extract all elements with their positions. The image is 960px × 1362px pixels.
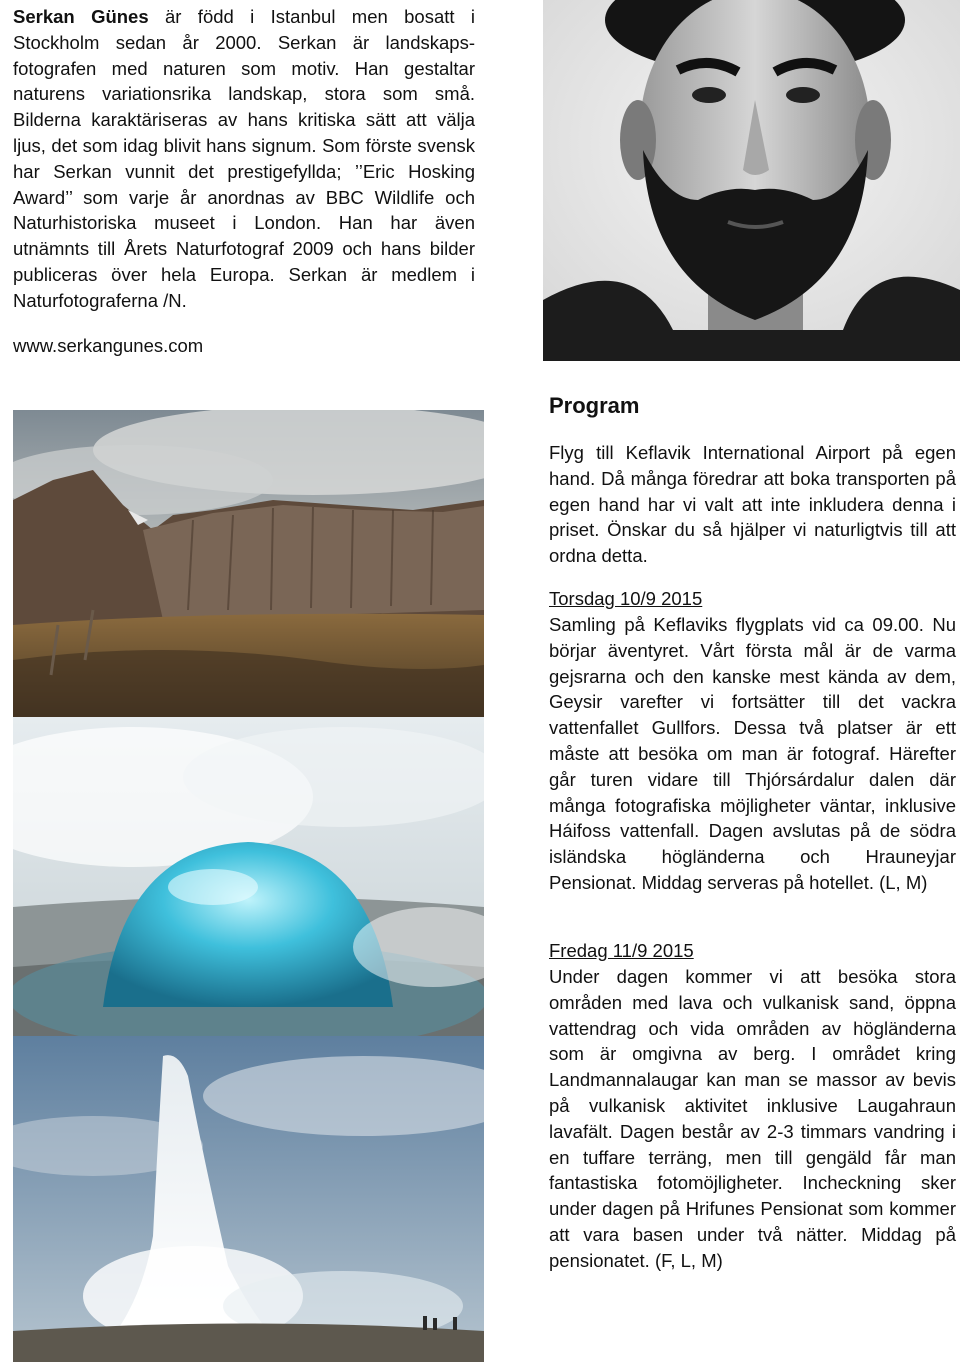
day-heading-friday: Fredag 11/9 2015 [549, 940, 694, 961]
bio-text: är född i Istanbul men bosatt i Stockholm sedan år 2000. Serkan är landskaps-fotografen med naturen som motiv. Han gestaltar naturens variationsrika landskap, stora som små. Bilderna karaktäriseras av hans kritiska sätt att välja ljus, det som idag blivit hans signum. Som förste svensk har Serkan vunnit det prestigefyllda; ’’Eric Hosking Award’’ som varje år anordnas av BBC Wildlife och Naturhistoriska museet i London. Han har även utnämnts till Årets Naturfotograf 2009 och hans bilder publiceras över hela Europa. Serkan är medlem i Naturfotograferna /N. [13, 6, 475, 311]
geyser-bubble-photo [13, 717, 484, 1046]
geyser-eruption-photo [13, 1036, 484, 1362]
program-intro: Flyg till Keflavik International Airport på egen hand. Då många föredrar att boka transporten på egen hand har vi valt att inte inkludera denna i priset. Önskar du så hjälper vi naturligtvis till att ordna detta. [549, 442, 956, 567]
mountain-landscape-photo [13, 410, 484, 717]
photographer-bio [13, 4, 475, 314]
day-text-friday: Under dagen kommer vi att besöka stora områden med lava och vulkanisk sand, öppna vattendrag och vida områden av högländerna som är omgivna av berg. I området kring Landmannalaugar kan man se massor av bevis på vulkanisk aktivitet inklusive Laugahraun lavafält. Dagen består av 2-3 timmars vandring i en tuffare terräng, men till gengäld får man fantastiska fotomöjligheter. Incheckning sker under dagen på Hrifunes Pensionat som kommer att vara basen under två nätter. Middag på pensionatet. (F, L, M) [549, 966, 956, 1271]
day-heading-thursday: Torsdag 10/9 2015 [549, 588, 703, 609]
portrait-photo [543, 0, 960, 361]
program-title: Program [549, 393, 640, 418]
day-text-thursday: Samling på Keflaviks flygplats vid ca 09.00. Nu börjar äventyret. Vårt första mål är de varma gejsrarna och den kanske mest kända av dem, Geysir varefter vi fortsätter till det vackra vattenfallet Gullfors. Dessa två platser är ett måste att besöka om man är fotograf. Härefter går turen vidare till Thjórsárdalur dalen där många fotografiska möjligheter väntar, inklusive Háifoss vattenfall. Dagen avslutas på de södra isländska högländerna och Hrauneyjar Pensionat. Middag serveras på hotellet. (L, M) [549, 614, 956, 893]
photographer-name: Serkan Günes [13, 6, 149, 27]
website-link[interactable]: www.serkangunes.com [13, 335, 204, 356]
